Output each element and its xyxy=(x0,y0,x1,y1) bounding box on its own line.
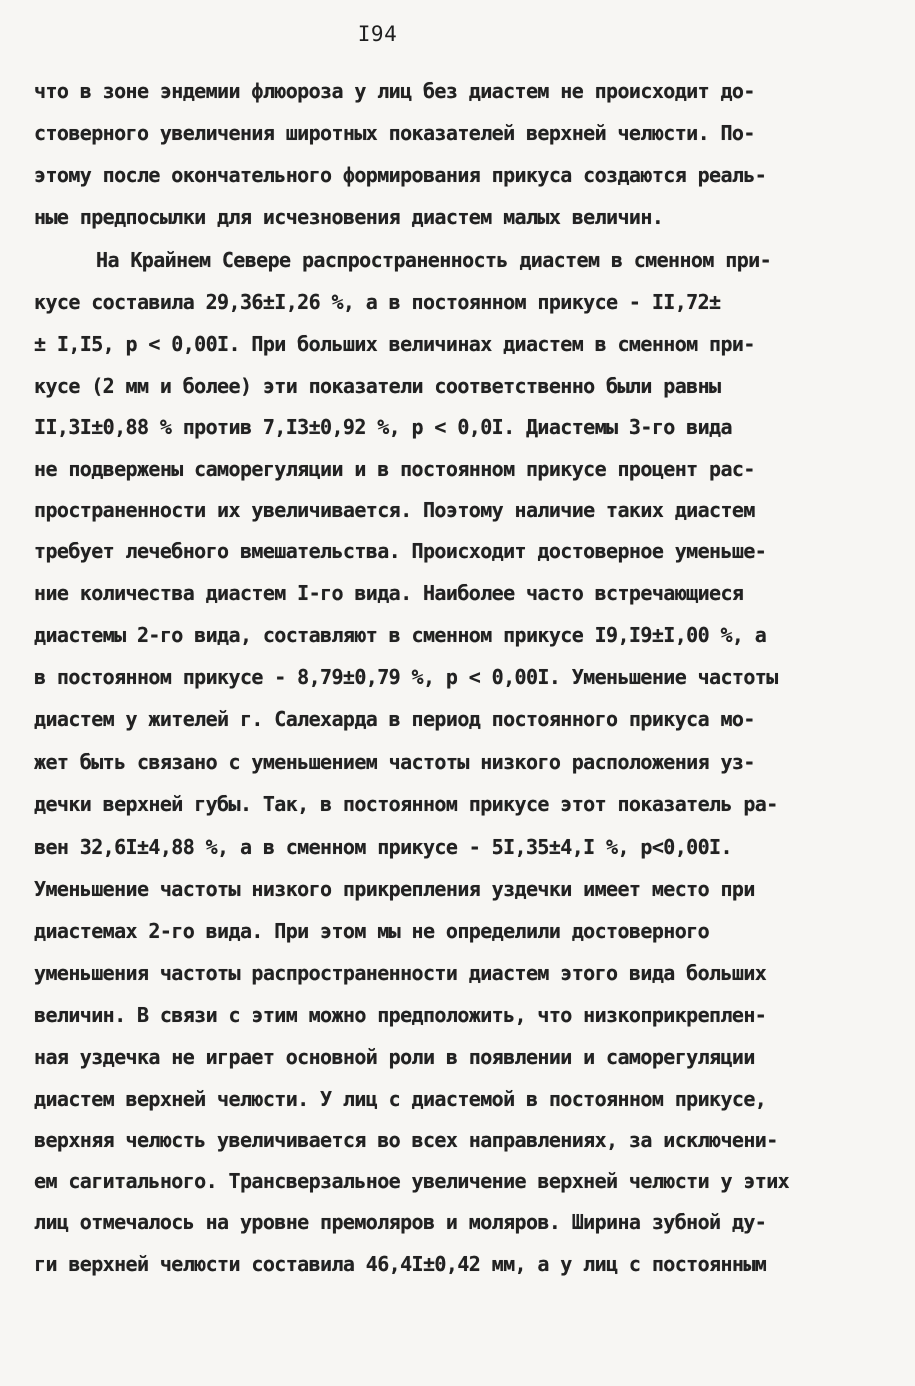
text-line: диастемах 2-го вида. При этом мы не определили достоверного xyxy=(34,919,710,943)
text-line: ем сагитального. Трансверзальное увеличение верхней челюсти у этих xyxy=(34,1169,790,1193)
paragraph-first-line: На Крайнем Севере распространенность диастем в сменном при- xyxy=(96,248,772,272)
text-line: жет быть связано с уменьшением частоты низкого расположения уз- xyxy=(34,750,755,774)
text-line: Уменьшение частоты низкого прикрепления уздечки имеет место при xyxy=(34,877,755,901)
text-line: верхняя челюсть увеличивается во всех направлениях, за исключени- xyxy=(34,1128,778,1152)
text-line: пространенности их увеличивается. Поэтому наличие таких диастем xyxy=(34,498,755,522)
text-line: кусе (2 мм и более) эти показатели соответственно были равны xyxy=(34,374,721,398)
text-line: лиц отмечалось на уровне премоляров и моляров. Ширина зубной ду- xyxy=(34,1210,767,1234)
text-line: ние количества диастем I-го вида. Наиболее часто встречающиеся xyxy=(34,581,744,605)
text-line: диастем верхней челюсти. У лиц с диастемой в постоянном прикусе, xyxy=(34,1087,767,1111)
text-line: ная уздечка не играет основной роли в появлении и саморегуляции xyxy=(34,1045,755,1069)
text-line: требует лечебного вмешательства. Происходит достоверное уменьше- xyxy=(34,539,767,563)
text-line: не подвержены саморегуляции и в постоянном прикусе процент рас- xyxy=(34,457,755,481)
text-line: этому после окончательного формирования прикуса создаются реаль- xyxy=(34,163,767,187)
text-line: в постоянном прикусе - 8,79±0,79 %, р < 0,00I. Уменьшение частоты xyxy=(34,665,778,689)
text-line: уменьшения частоты распространенности диастем этого вида больших xyxy=(34,961,767,985)
text-line: диастемы 2-го вида, составляют в сменном прикусе I9,I9±I,00 %, а xyxy=(34,623,767,647)
text-line: диастем у жителей г. Салехарда в период постоянного прикуса мо- xyxy=(34,707,755,731)
text-line: что в зоне эндемии флюороза у лиц без диастем не происходит до- xyxy=(34,79,755,103)
text-line: величин. В связи с этим можно предположить, что низкоприкреплен- xyxy=(34,1003,767,1027)
text-line: ± I,I5, р < 0,00I. При больших величинах диастем в сменном при- xyxy=(34,332,755,356)
text-line: ги верхней челюсти составила 46,4I±0,42 мм, а у лиц с постоянным xyxy=(34,1252,767,1276)
text-line: кусе составила 29,36±I,26 %, а в постоянном прикусе - II,72± xyxy=(34,290,721,314)
text-line: ные предпосылки для исчезновения диастем малых величин. xyxy=(34,205,664,229)
page-number: I94 xyxy=(357,22,398,46)
text-line: стоверного увеличения широтных показателей верхней челюсти. По- xyxy=(34,121,755,145)
text-line: II,3I±0,88 % против 7,I3±0,92 %, р < 0,0I. Диастемы 3-го вида xyxy=(34,415,732,439)
text-line: вен 32,6I±4,88 %, а в сменном прикусе - 5I,35±4,I %, р<0,00I. xyxy=(34,835,732,859)
text-line: дечки верхней губы. Так, в постоянном прикусе этот показатель ра- xyxy=(34,792,778,816)
